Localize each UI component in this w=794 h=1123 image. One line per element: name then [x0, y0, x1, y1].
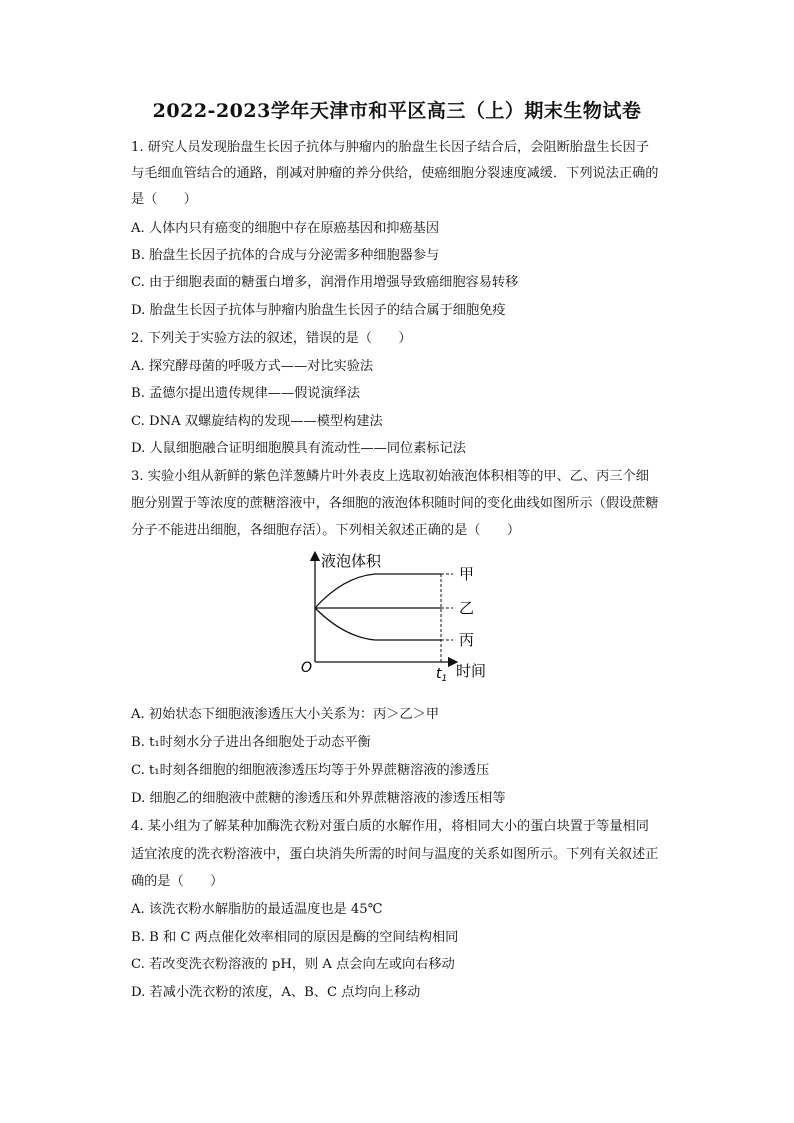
q1-option-d: D. 胎盘生长因子抗体与肿瘤内胎盘生长因子的结合属于细胞免疫 [131, 303, 506, 318]
q3-stem-line-1: 3. 实验小组从新鲜的紫色洋葱鳞片叶外表皮上选取初始液泡体积相等的甲、乙、丙三个细 [131, 469, 649, 484]
page-title: 2022-2023学年天津市和平区高三（上）期末生物试卷 [152, 100, 642, 122]
curve-bing [315, 608, 441, 640]
q4-option-d: D. 若减小洗衣粉的浓度，A、B、C 点均向上移动 [131, 985, 421, 1000]
q4-stem-line-2: 适宜浓度的洗衣粉溶液中，蛋白块消失所需的时间与温度的关系如图所示。下列有关叙述正 [131, 847, 659, 862]
graph-svg [293, 548, 503, 683]
q3-option-a: A. 初始状态下细胞液渗透压大小关系为：丙＞乙＞甲 [131, 707, 440, 722]
q2-option-a: A. 探究酵母菌的呼吸方式——对比实验法 [131, 359, 374, 374]
q1-stem-line-3: 是（ ） [131, 192, 197, 207]
q3-option-d: D. 细胞乙的细胞液中蔗糖的渗透压和外界蔗糖溶液的渗透压相等 [131, 791, 506, 806]
q4-option-a: A. 该洗衣粉水解脂肪的最适温度也是 45℃ [131, 902, 383, 917]
q3-option-b: B. t₁时刻水分子进出各细胞处于动态平衡 [131, 735, 371, 750]
q1-option-a: A. 人体内只有癌变的细胞中存在原癌基因和抑癌基因 [131, 221, 440, 236]
q4-option-c: C. 若改变洗衣粉溶液的 pH，则 A 点会向左或向右移动 [131, 957, 455, 972]
q1-stem-line-2: 与毛细血管结合的通路，削减对肿瘤的养分供给，使癌细胞分裂速度减缓．下列说法正确的 [131, 166, 659, 181]
t1-label: $t_1$ [436, 666, 448, 683]
origin-label: O [301, 660, 313, 676]
x-axis-label: 时间 [456, 662, 487, 680]
curve-label-yi: 乙 [459, 599, 475, 617]
q2-stem-line-1: 2. 下列关于实验方法的叙述，错误的是（ ） [131, 331, 412, 346]
q2-option-c: C. DNA 双螺旋结构的发现——模型构建法 [131, 414, 383, 429]
q1-option-c: C. 由于细胞表面的糖蛋白增多，润滑作用增强导致癌细胞容易转移 [131, 275, 519, 290]
curve-jia [315, 574, 441, 608]
q1-stem-line-1: 1. 研究人员发现胎盘生长因子抗体与肿瘤内的胎盘生长因子结合后，会阻断胎盘生长因子 [131, 140, 649, 155]
q4-stem-line-1: 4. 某小组为了解某种加酶洗衣粉对蛋白质的水解作用，将相同大小的蛋白块置于等量相同 [131, 819, 649, 834]
curve-label-jia: 甲 [459, 565, 475, 583]
curve-label-bing: 丙 [459, 631, 475, 649]
vacuole-volume-graph [293, 548, 503, 683]
q2-option-b: B. 孟德尔提出遗传规律——假说演绎法 [131, 386, 361, 401]
q3-option-c: C. t₁时刻各细胞的细胞液渗透压均等于外界蔗糖溶液的渗透压 [131, 763, 490, 778]
q2-option-d: D. 人鼠细胞融合证明细胞膜具有流动性——同位素标记法 [131, 441, 466, 456]
q4-option-b: B. B 和 C 两点催化效率相同的原因是酶的空间结构相同 [131, 930, 459, 945]
q3-stem-line-3: 分子不能进出细胞，各细胞存活）。下列相关叙述正确的是（ ） [131, 523, 521, 538]
q1-option-b: B. 胎盘生长因子抗体的合成与分泌需多种细胞器参与 [131, 248, 440, 263]
y-axis-label: 液泡体积 [321, 552, 382, 570]
q4-stem-line-3: 确的是（ ） [131, 874, 224, 889]
q3-stem-line-2: 胞分别置于等浓度的蔗糖溶液中，各细胞的液泡体积随时间的变化曲线如图所示（假设蔗糖 [131, 496, 659, 511]
